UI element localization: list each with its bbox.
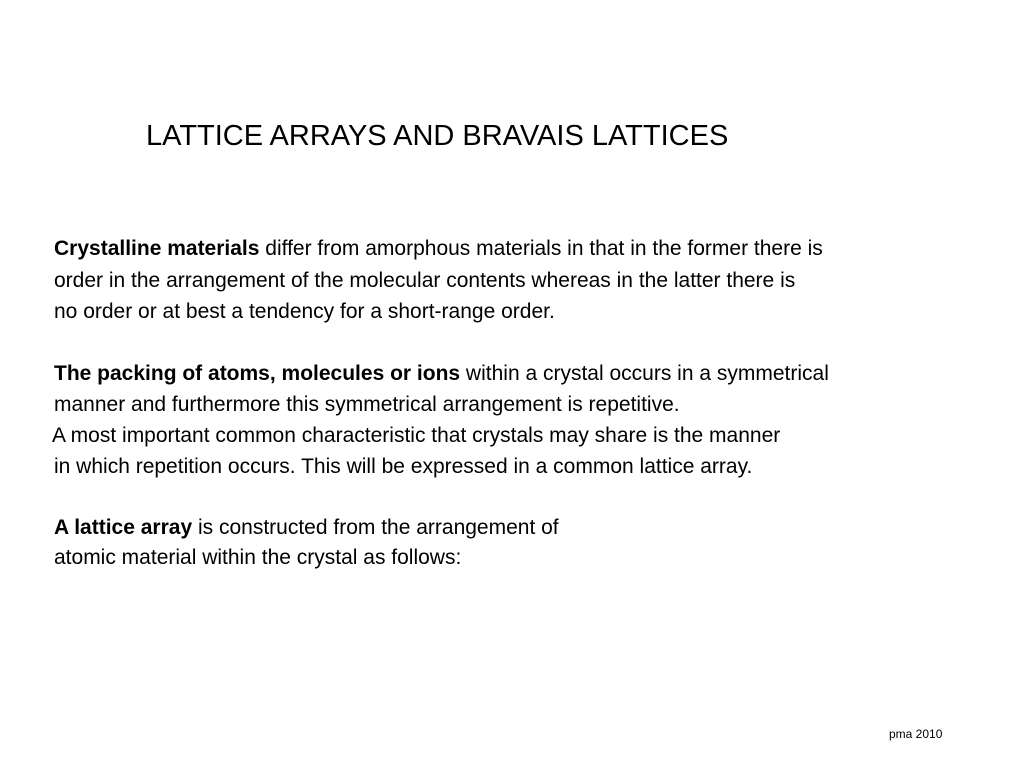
paragraph-line: in which repetition occurs. This will be expressed in a common lattice array. (54, 455, 753, 478)
paragraph-line: manner and furthermore this symmetrical arrangement is repetitive. (54, 393, 680, 416)
slide-title: LATTICE ARRAYS AND BRAVAIS LATTICES (146, 120, 729, 152)
paragraph-line: no order or at best a tendency for a short-range order. (54, 300, 555, 323)
footer-credit: pma 2010 (889, 727, 943, 741)
paragraph-line (54, 359, 829, 389)
bold-term: The packing of atoms, molecules or ions (54, 362, 461, 385)
paragraph-line: A most important common characteristic that crystals may share is the manner (52, 424, 781, 447)
paragraph-line (54, 513, 559, 543)
bold-term: Crystalline materials (54, 237, 260, 260)
paragraph-line (54, 234, 823, 264)
paragraph-line: atomic material within the crystal as follows: (54, 546, 462, 569)
paragraph-line: order in the arrangement of the molecular contents whereas in the latter there is (54, 269, 796, 292)
paragraph-text: within a crystal occurs in a symmetrical (460, 362, 829, 385)
paragraph-text: is constructed from the arrangement of (192, 516, 559, 539)
paragraph-text: differ from amorphous materials in that in the former there is (259, 237, 823, 260)
bold-term: A lattice array (54, 516, 193, 539)
